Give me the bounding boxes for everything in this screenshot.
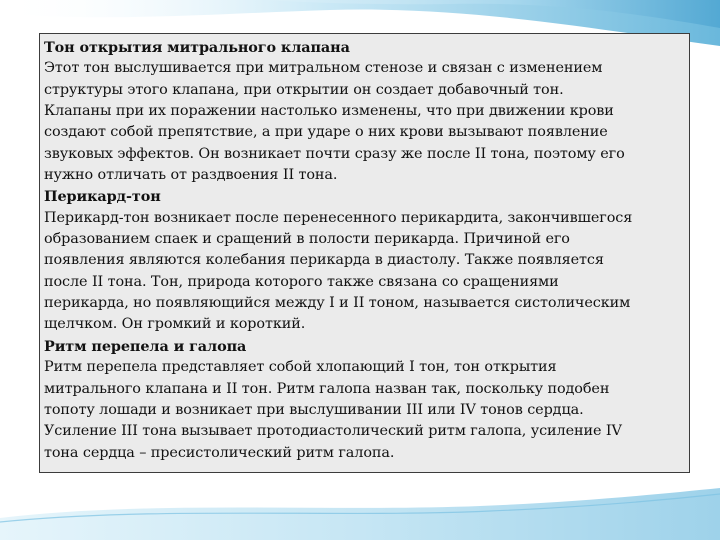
- text-line: топоту лошади и возникает при выслушивании III или IV тонов сердца.: [44, 401, 584, 418]
- text-line: митрального клапана и II тон. Ритм галопа назван так, поскольку подобен: [44, 380, 610, 397]
- section-heading: Тон открытия митрального клапана: [44, 39, 350, 56]
- text-line: звуковых эффектов. Он возникает почти сразу же после II тона, поэтому его: [44, 145, 625, 162]
- section-heading: Ритм перепела и галопа: [44, 337, 247, 355]
- text-line: Ритм перепела представляет собой хлопающий I тон, тон открытия: [44, 359, 557, 376]
- text-line: Усиление III тона вызывает протодиастолический ритм галопа, усиление IV: [44, 423, 622, 440]
- text-line: Этот тон выслушивается при митральном стенозе и связан с изменением: [44, 60, 603, 77]
- text-line: создают собой препятствие, а при ударе о них крови вызывают появление: [44, 124, 608, 141]
- text-line: нужно отличать от раздвоения II тона.: [44, 167, 338, 184]
- text-line: перикарда, но появляющийся между I и II тоном, называется систолическим: [44, 295, 631, 312]
- text-line: появления являются колебания перикарда в диастолу. Также появляется: [44, 252, 604, 269]
- text-line: Перикард-тон возникает после перенесенного перикардита, закончившегося: [44, 209, 633, 226]
- text-line: образованием спаек и сращений в полости перикарда. Причиной его: [44, 231, 570, 248]
- text-line: после II тона. Тон, природа которого также связана со сращениями: [44, 273, 559, 290]
- text-line: щелчком. Он громкий и короткий.: [44, 316, 306, 333]
- text-line: тона сердца – пресистолический ритм галопа.: [44, 444, 395, 461]
- text-content-box: [39, 33, 690, 473]
- bottom-wave: [0, 488, 720, 540]
- section-heading: Перикард-тон: [44, 188, 161, 206]
- text-line: Клапаны при их поражении настолько изменены, что при движении крови: [44, 103, 614, 120]
- text-line: структуры этого клапана, при открытии он создает добавочный тон.: [44, 81, 564, 98]
